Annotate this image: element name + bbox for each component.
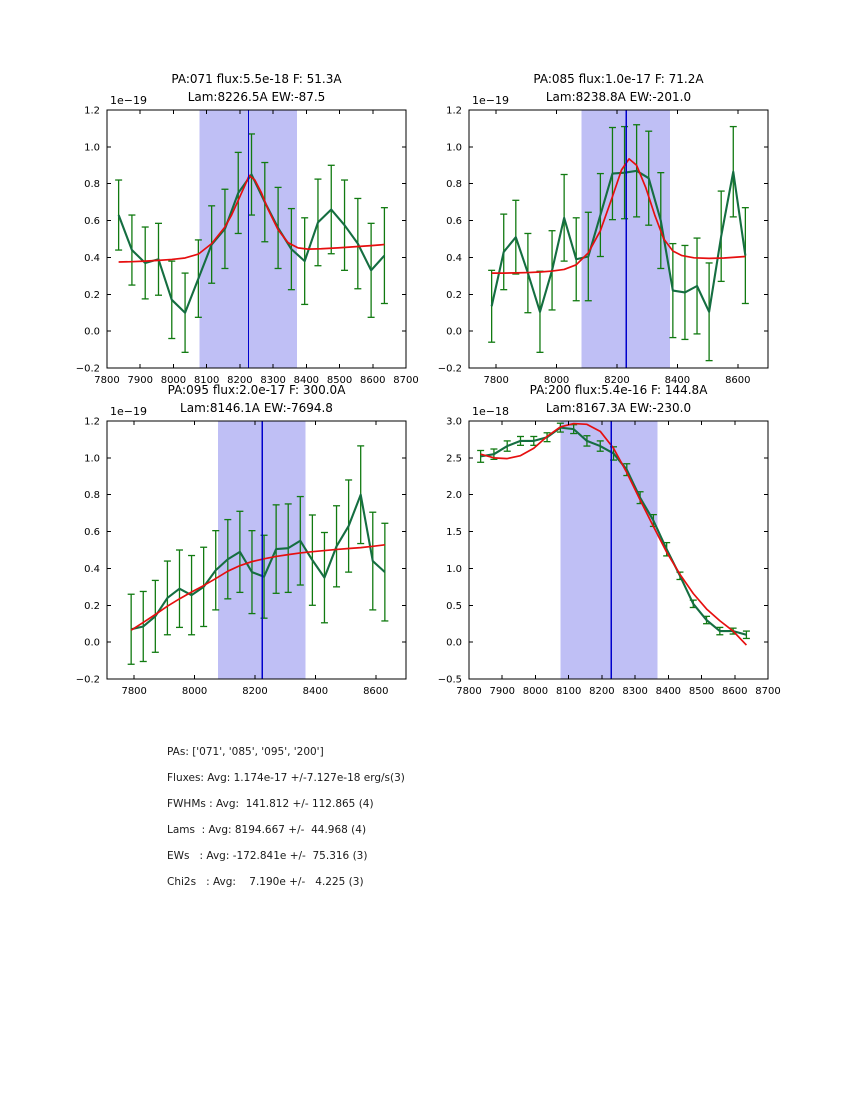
- x-tick-label: 8000: [160, 375, 187, 386]
- plot-canvas-pa200: [402, 369, 792, 709]
- y-tick-label: −0.2: [75, 363, 100, 375]
- y-tick-label: 0.0: [446, 637, 462, 649]
- plot-pa071: [40, 58, 430, 398]
- x-tick-label: 8000: [543, 375, 570, 386]
- plot-pa085: [402, 58, 792, 398]
- y-tick-label: 2.0: [446, 490, 462, 502]
- y-tick-label: 0.0: [84, 637, 100, 649]
- plot-pa200-title-line2: Lam:8167.3A EW:-230.0: [545, 401, 692, 415]
- plot-canvas-pa085: [402, 58, 792, 398]
- x-tick-label: 8000: [181, 686, 208, 697]
- plot-pa085-title-line1: PA:085 flux:1.0e-17 F: 71.2A: [533, 72, 704, 86]
- y-tick-label: 0.2: [446, 289, 462, 301]
- x-tick-label: 8600: [363, 686, 389, 697]
- y-tick-label: 0.8: [446, 179, 462, 191]
- plot-pa071-title-line1: PA:071 flux:5.5e-18 F: 51.3A: [171, 72, 342, 86]
- x-tick-label: 8700: [755, 686, 781, 697]
- y-tick-label: 1.2: [84, 105, 100, 117]
- summary-line-pas: PAs: ['071', '085', '095', '200']: [167, 746, 324, 758]
- x-tick-label: 8200: [227, 375, 253, 386]
- plot-pa085-offset-label: 1e−19: [472, 94, 509, 107]
- x-tick-label: 8400: [664, 375, 691, 386]
- x-tick-label: 7900: [489, 686, 515, 697]
- plot-pa095-title: [107, 381, 406, 417]
- plot-pa085-title-line2: Lam:8238.8A EW:-201.0: [545, 90, 692, 104]
- x-tick-label: 8100: [555, 686, 582, 697]
- plot-canvas-pa095: [40, 369, 430, 709]
- y-tick-label: 3.0: [446, 416, 462, 428]
- y-tick-label: 1.0: [446, 142, 462, 154]
- y-tick-label: 1.0: [84, 453, 100, 465]
- x-tick-label: 7800: [483, 375, 509, 386]
- x-tick-label: 8000: [522, 686, 549, 697]
- x-tick-label: 8600: [360, 375, 386, 386]
- y-tick-label: 1.2: [84, 416, 100, 428]
- x-tick-label: 8200: [242, 686, 268, 697]
- y-tick-label: 1.5: [446, 527, 462, 539]
- x-tick-label: 8300: [260, 375, 286, 386]
- x-tick-label: 8400: [293, 375, 320, 386]
- y-tick-label: −0.5: [437, 674, 462, 686]
- plot-pa200-title-line1: PA:200 flux:5.4e-16 F: 144.8A: [529, 383, 708, 397]
- y-tick-label: 0.0: [446, 326, 462, 338]
- x-tick-label: 8200: [604, 375, 630, 386]
- y-tick-label: 0.2: [84, 289, 100, 301]
- y-tick-label: 1.2: [446, 105, 462, 117]
- x-tick-label: 8300: [622, 686, 648, 697]
- x-tick-label: 8400: [655, 686, 682, 697]
- x-tick-label: 8700: [393, 375, 419, 386]
- x-tick-label: 8100: [193, 375, 220, 386]
- x-tick-label: 8500: [688, 686, 715, 697]
- plot-pa095-offset-label: 1e−19: [110, 405, 147, 418]
- band-region: [560, 421, 657, 679]
- y-tick-label: 0.6: [84, 216, 100, 228]
- plot-pa071-title: [107, 70, 406, 106]
- plot-pa200-title: [469, 381, 768, 417]
- summary-line-chi2s: Chi2s : Avg: 7.190e +/- 4.225 (3): [167, 876, 364, 888]
- y-tick-label: 0.4: [446, 252, 462, 264]
- y-tick-label: 1.0: [84, 142, 100, 154]
- x-tick-label: 7900: [127, 375, 153, 386]
- y-tick-label: 0.6: [446, 216, 462, 228]
- plot-pa095-title-line1: PA:095 flux:2.0e-17 F: 300.0A: [167, 383, 346, 397]
- plot-pa095: [40, 369, 430, 709]
- y-tick-label: 0.8: [84, 179, 100, 191]
- x-tick-label: 8400: [302, 686, 329, 697]
- fit-summary-block: [167, 739, 405, 895]
- plot-pa200: [402, 369, 792, 709]
- y-tick-label: 0.5: [446, 600, 462, 612]
- x-tick-label: 8200: [589, 686, 615, 697]
- plot-pa085-title: [469, 70, 768, 106]
- summary-line-fluxes: Fluxes: Avg: 1.174e-17 +/-7.127e-18 erg/s(3): [167, 772, 405, 784]
- plot-canvas-pa071: [40, 58, 430, 398]
- y-tick-label: −0.2: [437, 363, 462, 375]
- y-tick-label: 0.8: [84, 490, 100, 502]
- x-tick-label: 8600: [725, 375, 751, 386]
- y-tick-label: 0.6: [84, 527, 100, 539]
- x-tick-label: 7800: [456, 686, 482, 697]
- y-tick-label: 0.0: [84, 326, 100, 338]
- x-tick-label: 8500: [326, 375, 353, 386]
- summary-line-fwhms: FWHMs : Avg: 141.812 +/- 112.865 (4): [167, 798, 374, 810]
- y-tick-label: 0.4: [84, 252, 100, 264]
- plot-pa071-offset-label: 1e−19: [110, 94, 147, 107]
- plot-pa071-title-line2: Lam:8226.5A EW:-87.5: [187, 90, 326, 104]
- summary-line-ews: EWs : Avg: -172.841e +/- 75.316 (3): [167, 850, 368, 862]
- summary-line-lams: Lams : Avg: 8194.667 +/- 44.968 (4): [167, 824, 367, 836]
- y-tick-label: 0.4: [84, 563, 100, 575]
- y-tick-label: 0.2: [84, 600, 100, 612]
- plot-pa200-offset-label: 1e−18: [472, 405, 509, 418]
- y-tick-label: −0.2: [75, 674, 100, 686]
- x-tick-label: 8600: [722, 686, 748, 697]
- y-tick-label: 1.0: [446, 563, 462, 575]
- x-tick-label: 7800: [121, 686, 147, 697]
- x-tick-label: 7800: [94, 375, 120, 386]
- y-tick-label: 2.5: [446, 453, 462, 465]
- plot-pa095-title-line2: Lam:8146.1A EW:-7694.8: [180, 401, 333, 415]
